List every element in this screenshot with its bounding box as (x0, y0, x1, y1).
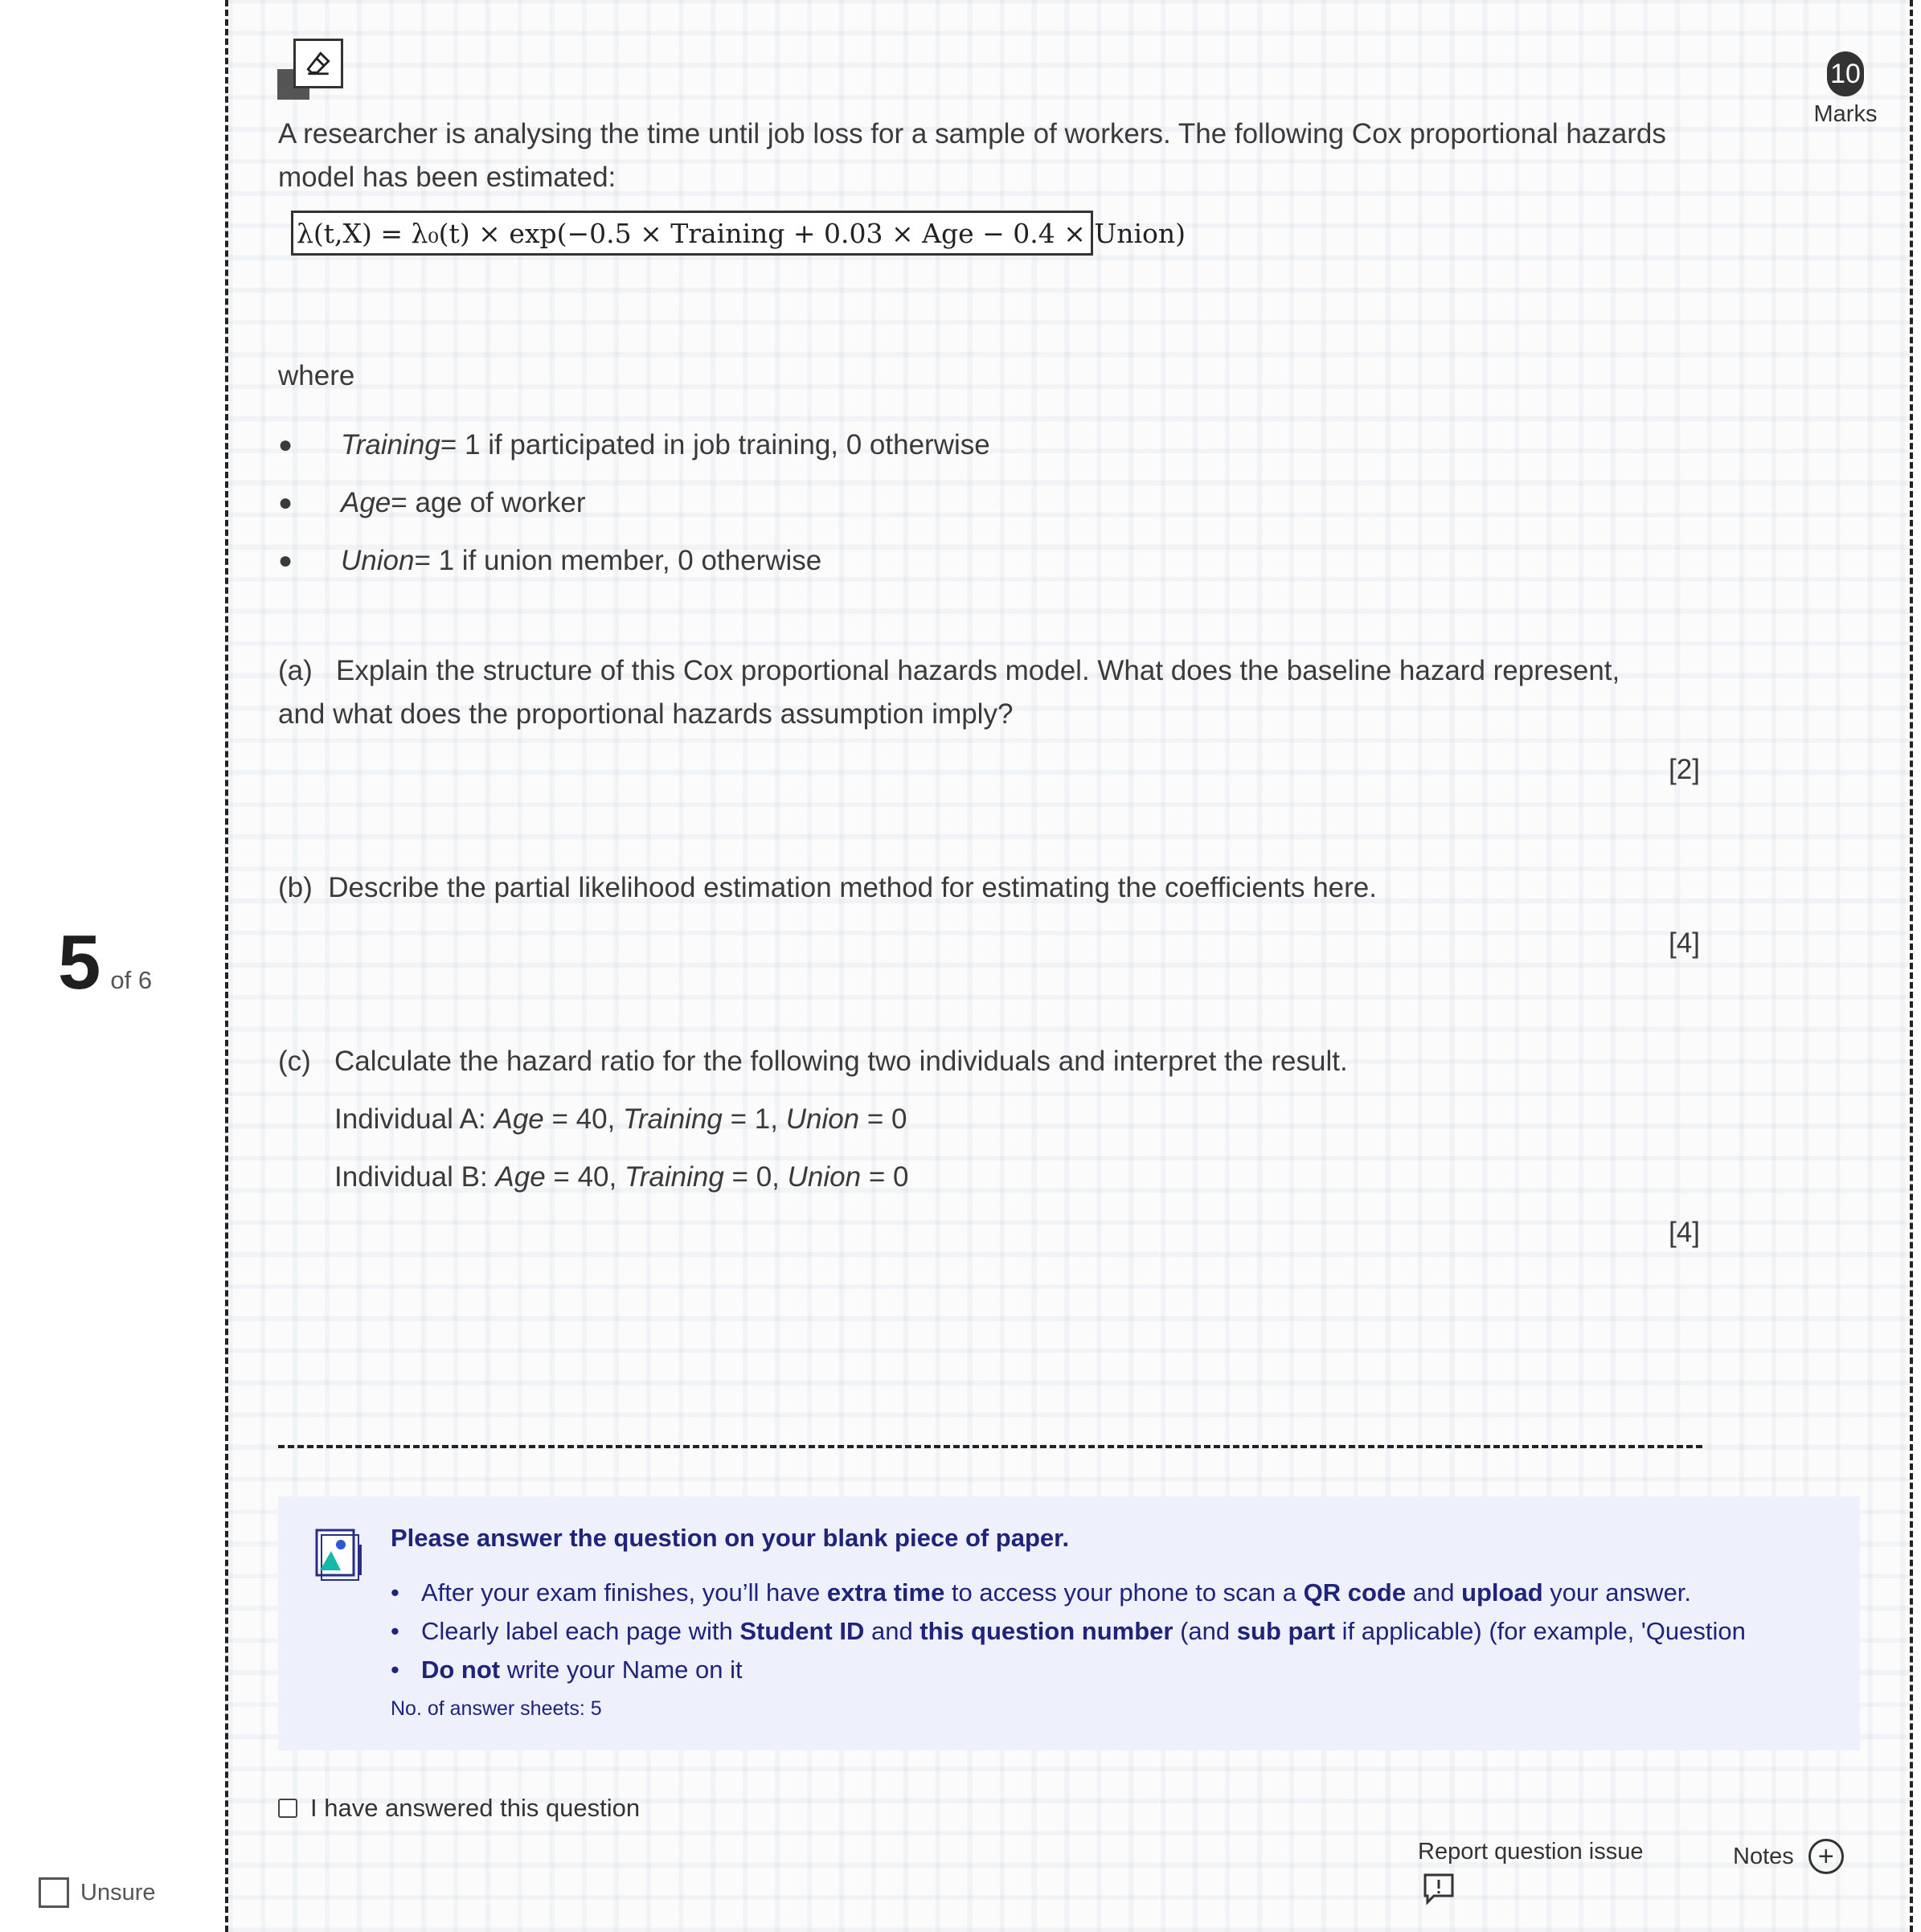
part-a-label: (a) (278, 655, 313, 686)
part-c-marks: [4] (1669, 1217, 1700, 1248)
answer-instructions (278, 1496, 1860, 1750)
part-b (278, 866, 1693, 910)
individual-b: Individual B: Age = 40, Training = 0, Union = 0 (334, 1161, 909, 1193)
part-b-label: (b) (278, 872, 313, 903)
plus-icon[interactable]: + (1808, 1839, 1844, 1874)
part-b-marks: [4] (1669, 927, 1700, 959)
answered-checkbox[interactable] (278, 1799, 297, 1818)
part-a (278, 649, 1645, 736)
answered-label: I have answered this question (310, 1794, 641, 1822)
part-c-text: Calculate the hazard ratio for the following two individuals and interpret the result. (334, 1046, 1348, 1077)
notes-label: Notes (1733, 1843, 1794, 1869)
bullet-icon: ● (278, 432, 293, 458)
part-c-label: (c) (278, 1046, 311, 1077)
model-formula: λ(t,X) = λ₀(t) × exp(−0.5 × Training + 0.03 × Age − 0.4 × Union) (291, 211, 1093, 256)
instructions-title: Please answer the question on your blank piece of paper. (391, 1524, 1070, 1552)
question-counter (58, 919, 153, 1005)
section-divider (278, 1445, 1702, 1448)
unsure-checkbox[interactable] (39, 1877, 69, 1908)
bullet-icon: ● (278, 547, 293, 574)
bullet-icon: ● (278, 489, 293, 516)
unsure-label: Unsure (80, 1879, 156, 1905)
list-item (278, 532, 990, 590)
variable-desc: = age of worker (391, 487, 586, 518)
part-a-text: Explain the structure of this Cox proportional hazards model. What does the baseline hazard represent, and what does the proportional hazards assumption imply? (278, 655, 1620, 730)
eraser-icon[interactable] (293, 39, 343, 88)
marks-value: 10 (1827, 51, 1864, 96)
variable-name: Age (341, 487, 391, 518)
part-c (278, 1040, 1693, 1083)
marks-label: Marks (1813, 101, 1878, 127)
list-item: • Do not write your Name on it (391, 1656, 743, 1684)
question-total: of 6 (110, 966, 153, 994)
report-issue-icon[interactable] (1423, 1873, 1455, 1905)
question-number: 5 (58, 919, 101, 1005)
question-stem: A researcher is analysing the time until job loss for a sample of workers. The following Cox proportional hazards model has been estimated: (278, 118, 1666, 193)
answer-sheet-count: No. of answer sheets: 5 (391, 1697, 602, 1720)
list-item: • After your exam finishes, you’ll have extra time to access your phone to scan a QR code and upload your answer. (391, 1578, 1692, 1607)
upload-paper-icon (313, 1527, 363, 1582)
variable-name: Union (341, 545, 415, 576)
list-item: • Clearly label each page with Student ID and this question number (and sub part if applicable) (for example, 'Question (391, 1617, 1746, 1645)
variable-name: Training (341, 429, 440, 460)
individual-a: Individual A: Age = 40, Training = 1, Union = 0 (334, 1103, 907, 1135)
marks-badge (1807, 51, 1884, 128)
notes-button[interactable] (1733, 1839, 1844, 1874)
part-a-marks: [2] (1669, 754, 1700, 785)
variable-list (278, 416, 990, 590)
report-issue-link[interactable]: Report question issue (1418, 1839, 1644, 1864)
list-item (278, 474, 990, 532)
list-item (278, 416, 990, 474)
where-label: where (278, 360, 355, 391)
unsure-toggle[interactable] (39, 1877, 156, 1908)
part-b-text: Describe the partial likelihood estimation method for estimating the coefficients here. (328, 872, 1377, 903)
variable-desc: = 1 if union member, 0 otherwise (414, 545, 822, 576)
variable-desc: = 1 if participated in job training, 0 otherwise (440, 429, 990, 460)
instructions-list (391, 1574, 1862, 1689)
answered-toggle[interactable] (278, 1794, 640, 1823)
eraser-tool-button[interactable] (277, 39, 346, 103)
